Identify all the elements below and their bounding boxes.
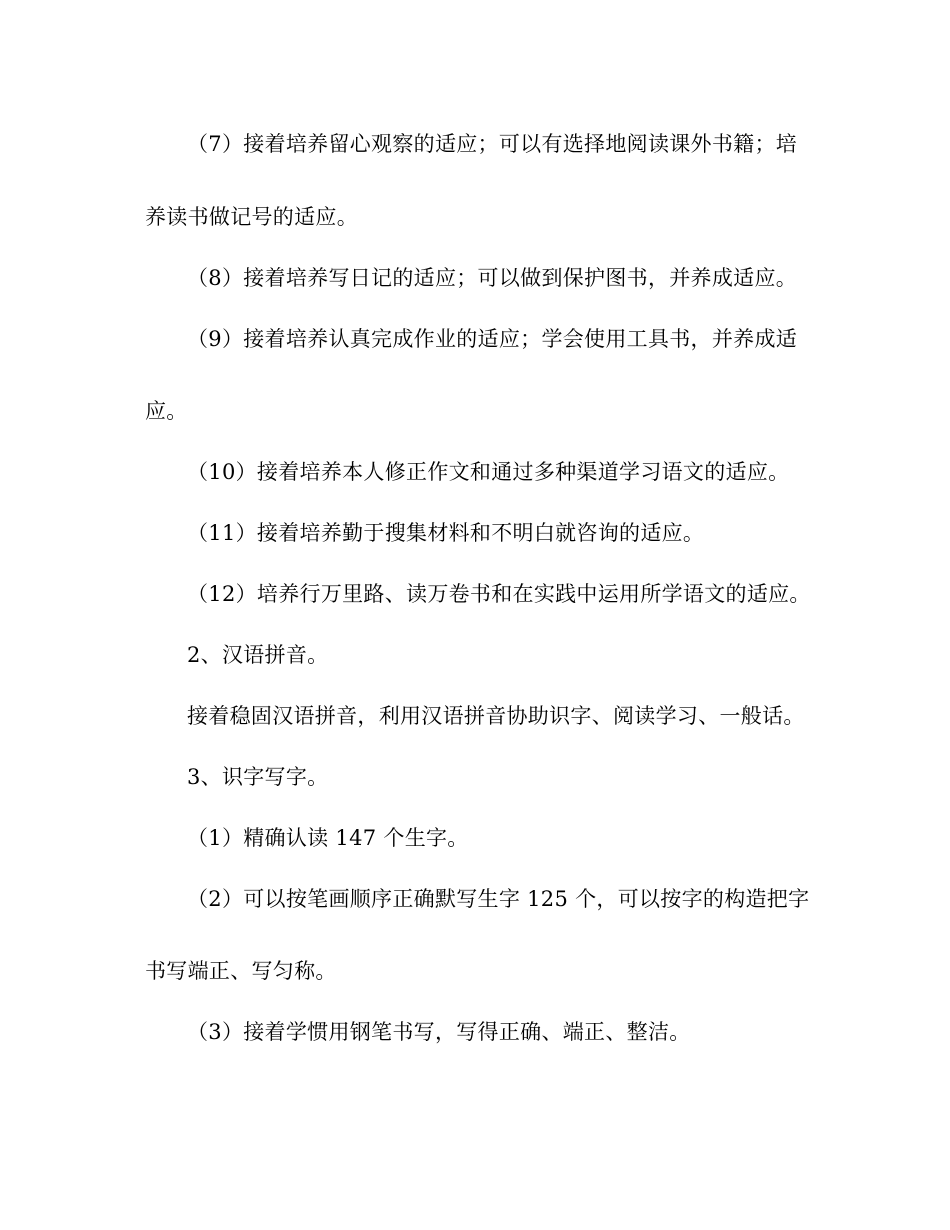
paragraph-7-line-1: （7）接着培养留心观察的适应；可以有选择地阅读课外书籍；培 xyxy=(187,132,798,156)
paragraph-9-line-2: 应。 xyxy=(145,399,188,423)
section-heading-pinyin: 2、汉语拼音。 xyxy=(187,643,329,667)
paragraph-11: （11）接着培养勤于搜集材料和不明白就咨询的适应。 xyxy=(187,521,705,545)
section-heading-writing: 3、识字写字。 xyxy=(187,765,329,789)
pinyin-paragraph: 接着稳固汉语拼音，利用汉语拼音协助识字、阅读学习、一般话。 xyxy=(187,704,805,728)
paragraph-10: （10）接着培养本人修正作文和通过多种渠道学习语文的适应。 xyxy=(187,460,790,484)
paragraph-9-line-1: （9）接着培养认真完成作业的适应；学会使用工具书，并养成适 xyxy=(187,327,798,351)
paragraph-12: （12）培养行万里路、读万卷书和在实践中运用所学语文的适应。 xyxy=(187,582,811,606)
paragraph-7-line-2: 养读书做记号的适应。 xyxy=(145,205,358,229)
writing-item-3: （3）接着学惯用钢笔书写，写得正确、端正、整洁。 xyxy=(187,1020,691,1044)
writing-item-1: （1）精确认读 147 个生字。 xyxy=(187,826,469,850)
paragraph-8: （8）接着培养写日记的适应；可以做到保护图书，并养成适应。 xyxy=(187,266,798,290)
writing-item-2-line-2: 书写端正、写匀称。 xyxy=(145,959,337,983)
writing-item-2-line-1: （2）可以按笔画顺序正确默写生字 125 个，可以按字的构造把字 xyxy=(187,887,810,911)
